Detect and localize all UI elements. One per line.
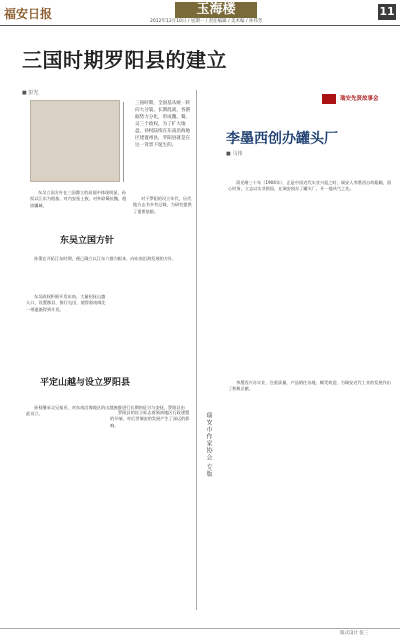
article-paragraph: 对于罗阳的设立年代，历代地方志书多有记载，为研究提供了重要依据。 (133, 196, 192, 214)
article-author-2: ■ 马伟 (226, 151, 243, 157)
article-paragraph: 东吴立国方针在三国鼎立的局面中体现明显，孙权以江东为根基，对内安抚士族，对外联蜀抗魏，稳固疆域。 (30, 190, 127, 208)
footer-rule (0, 628, 400, 629)
article-paragraph: 李墨西兴办实业，注重质量，产品销往各地，颇受欢迎，为瑞安近代工业的发展作出了积极贡献。 (228, 380, 391, 392)
article-author: ■ 彭光 (22, 90, 39, 96)
quote-rule (123, 102, 124, 182)
article-subheading: 东吴立国方针 (60, 236, 115, 246)
series-tag-icon (322, 94, 336, 104)
vertical-sidebar-label: 瑞安市作家协会 专版 (205, 412, 212, 478)
article-paragraph: 罗阳县的设立标志着浙南地区行政建置的开端，对后世瑞安的发展产生了深远的影响。 (110, 410, 190, 428)
article-paragraph: 清光绪三十年（1904年），正是中国近代实业兴起之时，瑞安人李墨西自幼聪颖，留心时务，立志以实业救国，在瑞安创办了罐头厂，开一地风气之先。 (228, 180, 392, 192)
top-rule (0, 25, 400, 26)
article-paragraph: 东吴政权积极开发东南，大量招抚山越人口，设置郡县，推行屯田，使得浙南闽北一带逐渐得到开发。 (26, 294, 106, 312)
article-headline: 三国时期罗阳县的建立 (22, 48, 227, 72)
article-headline-2: 李墨西创办罐头厂 (226, 131, 338, 147)
series-label: 瑞安先贤故事会 (340, 96, 379, 102)
masthead (0, 0, 400, 24)
newspaper-logo: 福安日报 (4, 7, 53, 21)
article-paragraph: 孙权继承父兄基业，对东南沿海地区的山越族群进行长期的征讨与安抚，罗阳县由此设立。 (26, 405, 185, 417)
column-divider (196, 90, 197, 610)
section-title: 玉海楼 (175, 2, 257, 18)
footer-editor: 版式设计 张三 (340, 631, 369, 636)
article-photo (30, 100, 120, 182)
page-number: 11 (379, 5, 395, 18)
article-subheading: 平定山越与设立罗阳县 (40, 378, 131, 388)
article-pullquote: 三国时期，全国基从统一转向大分裂。长期混战，各割据势力分化，形成魏、蜀、吴三个政权，为了扩大地盘，孙权陆续在东南沿海地区建置州县，罗阳县就是在这一背景下诞生的。 (135, 101, 191, 148)
issue-meta: 2012年12月10日 / 星期一 / 责任编辑 / 美术编 / 孙伟芳 (150, 19, 263, 24)
article-paragraph: 孙策在开拓江东时期，便已确立以江东六郡为根本、向东南沿海发展的方针。 (34, 256, 177, 261)
